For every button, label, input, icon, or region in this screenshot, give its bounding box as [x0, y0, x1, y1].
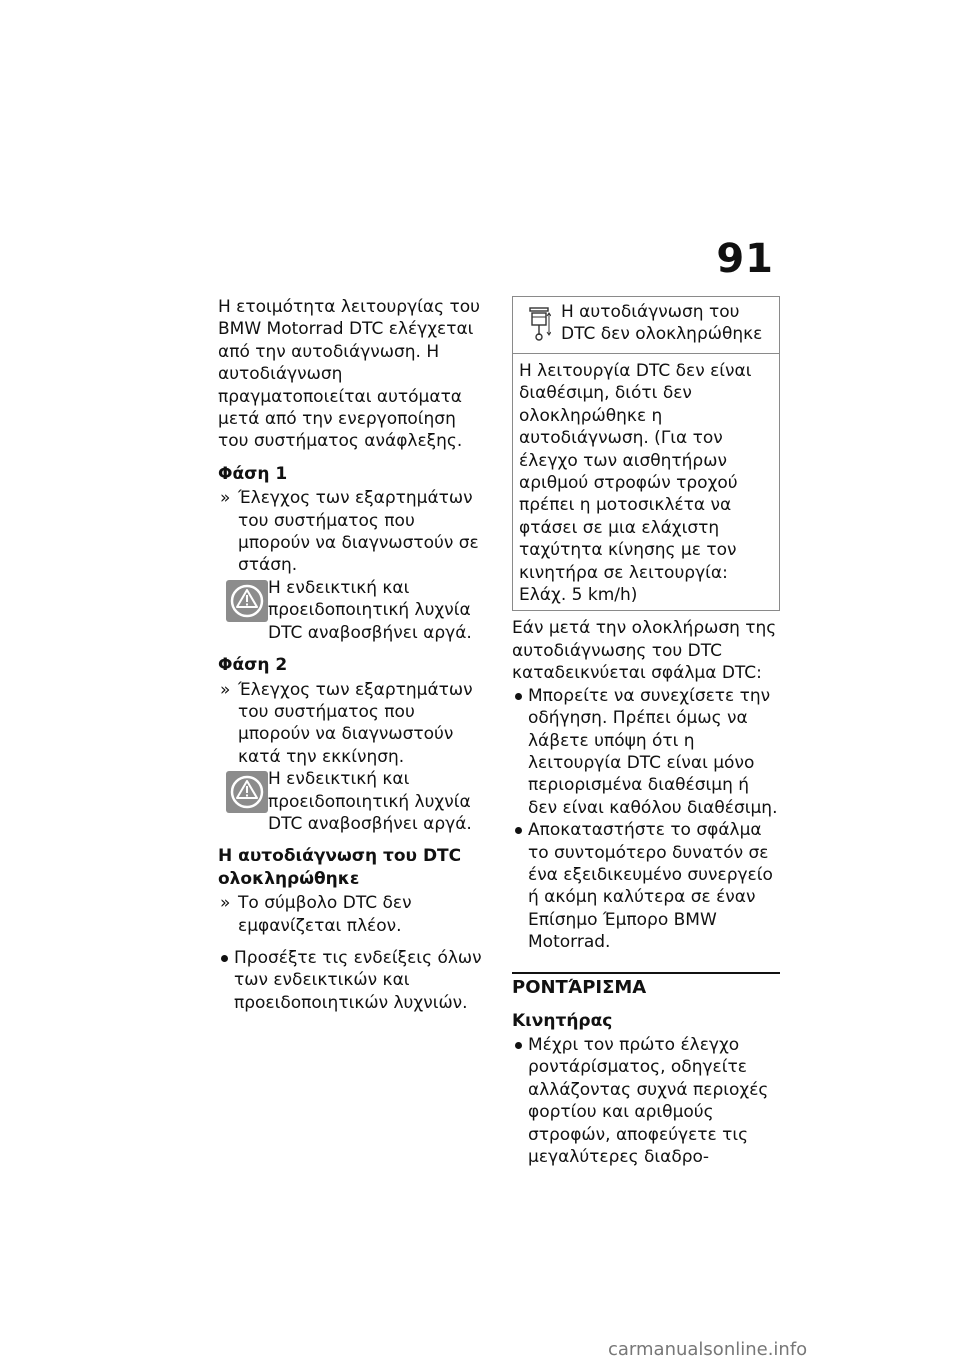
- infobox-title: Η αυτοδιάγνωση του DTC δεν ολοκληρώθηκε: [561, 302, 763, 345]
- phase1-lamp-text: Η ενδεικτική και προειδοποιητική λυχνία DTC αναβοσβήνει αργά.: [268, 577, 472, 643]
- engine-piston-icon: [527, 307, 551, 341]
- running-in-bullet: Μέχρι τον πρώτο έλεγχο ροντάρίσματος, οδηγείτε αλλάζοντας συχνά περιοχές φορτίου και αριθμούς στροφών, αποφεύγετε τις μεγαλύτερες διαδρο-: [512, 1034, 780, 1168]
- right-column: [512, 296, 780, 1168]
- footer-watermark: carmanualsonline.info: [608, 1339, 808, 1360]
- selftest-complete-heading: Η αυτοδιάγνωση του DTC ολοκληρώθηκε: [218, 846, 462, 889]
- selftest-complete-bullet: Προσέξτε τις ενδείξεις όλων των ενδεικτικών και προειδοποιητικών λυχνιών.: [218, 947, 490, 1014]
- selftest-incomplete-box: [512, 296, 780, 611]
- continue-riding-bullet: Μπορείτε να συνεχίσετε την οδήγηση. Πρέπει όμως να λάβετε υπόψη ότι η λειτουργία DTC είναι μόνο περιορισμένα διαθέσιμη ή δεν είναι καθόλου διαθέσιμη.: [512, 685, 780, 819]
- section-title: ΡΟΝΤΆΡΙΣΜΑ: [512, 976, 647, 998]
- selftest-complete-step: » Το σύμβολο DTC δεν εμφανίζεται πλέον.: [218, 892, 490, 937]
- left-column: [218, 296, 490, 1014]
- section-divider: [512, 972, 780, 974]
- dtc-warning-lamp-icon: [226, 771, 268, 813]
- dtc-warning-lamp-icon: [226, 580, 268, 622]
- phase2-heading: Φάση 2: [218, 655, 288, 676]
- phase1-heading: Φάση 1: [218, 463, 288, 484]
- subsection-title: Κινητήρας: [512, 1010, 613, 1031]
- phase2-lamp-note: [218, 768, 490, 835]
- infobox-body: [513, 354, 779, 610]
- repair-fault-bullet: Αποκαταστήστε το σφάλμα το συντομότερο δυνατόν σε ένα εξειδικευμένο συνεργείο ή ακόμη καλύτερα σε έναν Επίσημο Έμπορο BMW Motorrad.: [512, 819, 780, 953]
- phase2-lamp-text: Η ενδεικτική και προειδοποιητική λυχνία DTC αναβοσβήνει αργά.: [268, 769, 472, 834]
- infobox-text: Η λειτουργία DTC δεν είναι διαθέσιμη, διότι δεν ολοκληρώθηκε η αυτοδιάγνωση. (Για τον έλεγχο των αισθητήρων αριθμού στροφών τροχού πρέπει η μοτοσικλέτα να φτάσει σε μια ελάχιστη ταχύτητα κίνησης με τον κινητήρα σε λειτουργία: Ελάχ. 5 km/h): [519, 361, 752, 606]
- intro-paragraph: Η ετοιμότητα λειτουργίας του BMW Motorrad DTC ελέγχεται από την αυτοδιάγνωση. Η αυτοδιάγνωση πραγματοποιείται αυτόματα μετά από την ενεργοποίηση του συστήματος ανάφλεξης.: [218, 297, 480, 452]
- error-intro: Εάν μετά την ολοκλήρωση της αυτοδιάγνωσης του DTC καταδεικνύεται σφάλμα DTC:: [512, 618, 777, 684]
- page-number: 91: [716, 236, 774, 282]
- phase2-step: » Έλεγχος των εξαρτημάτων του συστήματος που μπορούν να διαγνωστούν κατά την εκκίνηση.: [218, 679, 490, 769]
- phase1-step: » Έλεγχος των εξαρτημάτων του συστήματος που μπορούν να διαγνωστούν σε στάση.: [218, 487, 490, 577]
- phase1-lamp-note: [218, 577, 490, 644]
- infobox-header: [513, 297, 779, 354]
